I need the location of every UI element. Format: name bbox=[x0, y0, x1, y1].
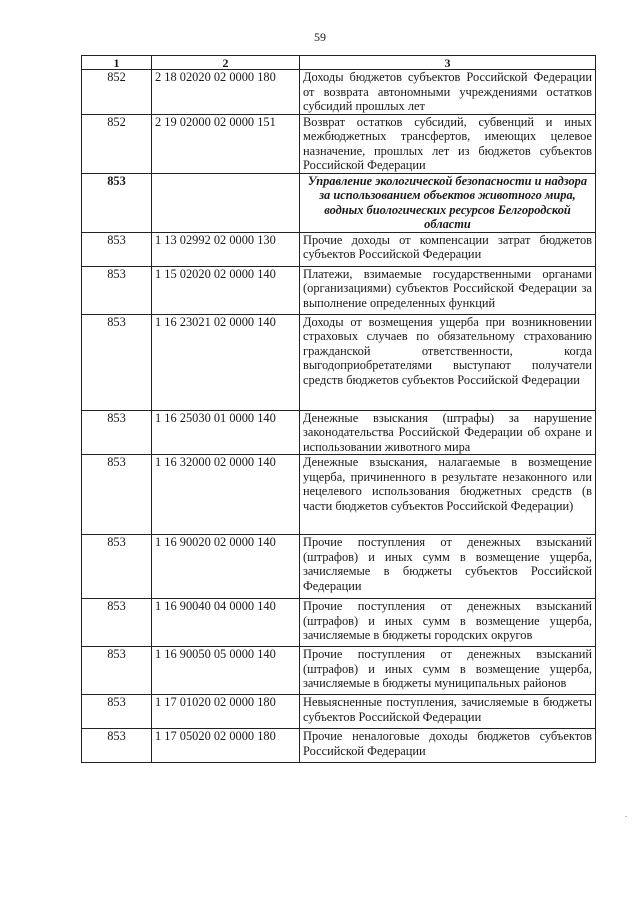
margin-mark: · bbox=[621, 815, 630, 818]
budget-code-cell: 1 13 02992 02 0000 130 bbox=[152, 232, 300, 266]
budget-code-cell: 1 15 02020 02 0000 140 bbox=[152, 266, 300, 314]
budget-code-cell bbox=[152, 173, 300, 232]
section-header-row bbox=[82, 173, 596, 232]
table-row bbox=[82, 729, 596, 763]
revenue-name-cell: Прочие поступления от денежных взысканий (штрафов) и иных сумм в возмещение ущерба, зачисляемые в бюджеты городских округов bbox=[300, 599, 596, 647]
revenue-name-cell: Прочие поступления от денежных взысканий (штрафов) и иных сумм в возмещение ущерба, зачисляемые в бюджеты субъектов Российской Федерации bbox=[300, 535, 596, 599]
revenue-name-cell: Управление экологической безопасности и надзора за использованием объектов животного мира, водных биологических ресурсов Белгородской области bbox=[300, 173, 596, 232]
budget-code-cell: 1 16 90040 04 0000 140 bbox=[152, 599, 300, 647]
admin-code-cell: 853 bbox=[82, 266, 152, 314]
table-row bbox=[82, 266, 596, 314]
budget-code-cell: 1 17 01020 02 0000 180 bbox=[152, 695, 300, 729]
table-header-row bbox=[82, 56, 596, 70]
table-row bbox=[82, 314, 596, 410]
budget-code-cell: 1 16 32000 02 0000 140 bbox=[152, 455, 300, 535]
table-row bbox=[82, 599, 596, 647]
revenue-name-cell: Доходы бюджетов субъектов Российской Федерации от возврата автономными учреждениями остатков субсидий прошлых лет bbox=[300, 70, 596, 115]
budget-code-cell: 1 16 90050 05 0000 140 bbox=[152, 647, 300, 695]
revenue-name-cell: Доходы от возмещения ущерба при возникновении страховых случаев по обязательному страхованию гражданской ответственности, когда выгодоприобретателями выступают получатели средств бюджетов субъектов Российской Федерации bbox=[300, 314, 596, 410]
revenue-name-cell: Прочие неналоговые доходы бюджетов субъектов Российской Федерации bbox=[300, 729, 596, 763]
admin-code-cell: 852 bbox=[82, 114, 152, 173]
admin-code-cell: 853 bbox=[82, 410, 152, 455]
table-row bbox=[82, 535, 596, 599]
revenue-name-cell: Прочие поступления от денежных взысканий (штрафов) и иных сумм в возмещение ущерба, зачисляемые в бюджеты муниципальных районов bbox=[300, 647, 596, 695]
budget-code-cell: 2 18 02020 02 0000 180 bbox=[152, 70, 300, 115]
column-header-name: 3 bbox=[300, 56, 596, 70]
column-header-code: 2 bbox=[152, 56, 300, 70]
admin-code-cell: 853 bbox=[82, 314, 152, 410]
page-number: 59 bbox=[314, 30, 326, 44]
revenue-name-cell: Невыясненные поступления, зачисляемые в бюджеты субъектов Российской Федерации bbox=[300, 695, 596, 729]
admin-code-cell: 853 bbox=[82, 173, 152, 232]
admin-code-cell: 853 bbox=[82, 599, 152, 647]
budget-classification-table bbox=[81, 55, 596, 763]
admin-code-cell: 853 bbox=[82, 729, 152, 763]
table-row bbox=[82, 647, 596, 695]
admin-code-cell: 853 bbox=[82, 535, 152, 599]
budget-code-cell: 1 16 90020 02 0000 140 bbox=[152, 535, 300, 599]
budget-code-cell: 1 16 25030 01 0000 140 bbox=[152, 410, 300, 455]
table-row bbox=[82, 114, 596, 173]
admin-code-cell: 853 bbox=[82, 455, 152, 535]
budget-code-cell: 1 16 23021 02 0000 140 bbox=[152, 314, 300, 410]
table-row bbox=[82, 232, 596, 266]
admin-code-cell: 852 bbox=[82, 70, 152, 115]
revenue-name-cell: Денежные взыскания (штрафы) за нарушение законодательства Российской Федерации об охране и использовании животного мира bbox=[300, 410, 596, 455]
table-row bbox=[82, 70, 596, 115]
budget-code-cell: 2 19 02000 02 0000 151 bbox=[152, 114, 300, 173]
table-row bbox=[82, 455, 596, 535]
admin-code-cell: 853 bbox=[82, 695, 152, 729]
revenue-name-cell: Прочие доходы от компенсации затрат бюджетов субъектов Российской Федерации bbox=[300, 232, 596, 266]
revenue-name-cell: Возврат остатков субсидий, субвенций и иных межбюджетных трансфертов, имеющих целевое назначение, прошлых лет из бюджетов субъектов Российской Федерации bbox=[300, 114, 596, 173]
table-body bbox=[82, 70, 596, 763]
budget-code-cell: 1 17 05020 02 0000 180 bbox=[152, 729, 300, 763]
column-header-admin: 1 bbox=[82, 56, 152, 70]
revenue-name-cell: Денежные взыскания, налагаемые в возмещение ущерба, причиненного в результате незаконного или нецелевого использования бюджетных средств (в части бюджетов субъектов Российской Федерации) bbox=[300, 455, 596, 535]
revenue-name-cell: Платежи, взимаемые государственными органами (организациями) субъектов Российской Федерации за выполнение определенных функций bbox=[300, 266, 596, 314]
admin-code-cell: 853 bbox=[82, 232, 152, 266]
admin-code-cell: 853 bbox=[82, 647, 152, 695]
table-row bbox=[82, 695, 596, 729]
table-row bbox=[82, 410, 596, 455]
